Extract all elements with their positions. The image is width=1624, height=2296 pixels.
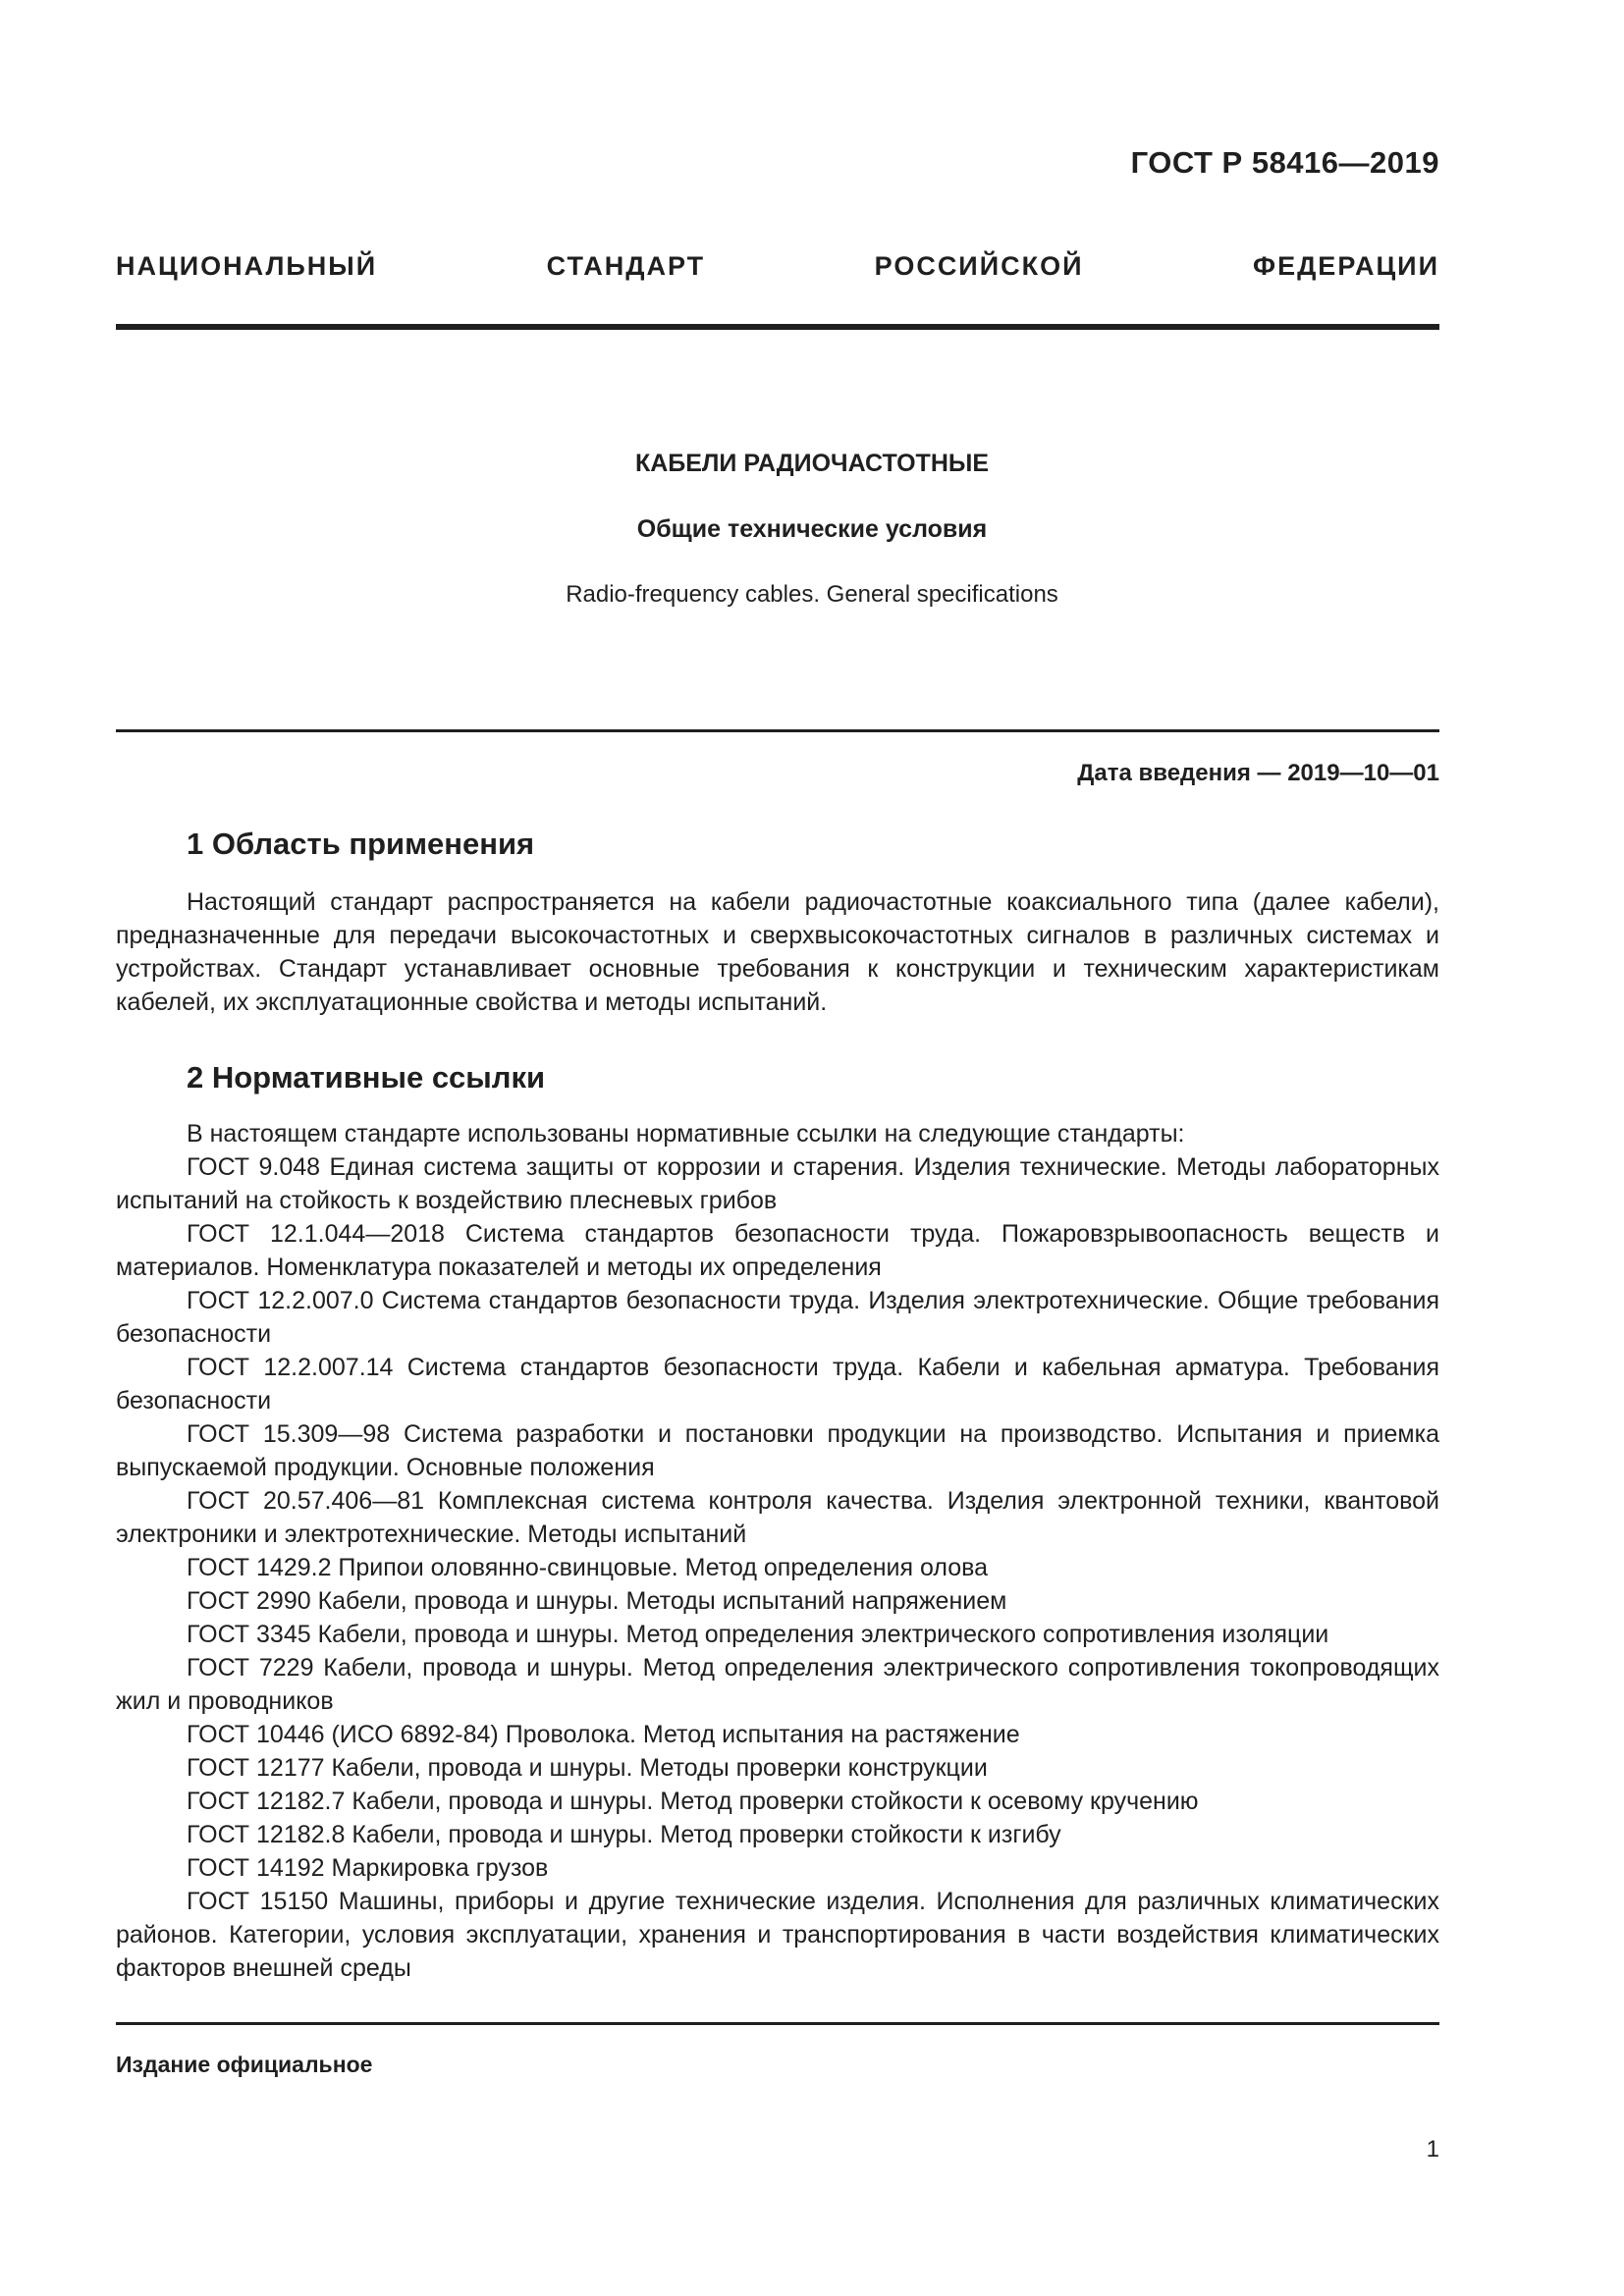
section-scope: [116, 827, 1439, 1019]
document-subtitle: Общие технические условия: [636, 515, 988, 543]
reference-item: ГОСТ 9.048 Единая система защиты от коррозии и старения. Изделия технические. Методы лабораторных испытаний на стойкость к воздействию плесневых грибов: [116, 1153, 1439, 1214]
reference-item: ГОСТ 7229 Кабели, провода и шнуры. Метод определения электрического сопротивления токопроводящих жил и проводников: [116, 1654, 1439, 1715]
reference-item: ГОСТ 14192 Маркировка грузов: [187, 1854, 549, 1882]
introduction-date: Дата введения — 2019—10—01: [1077, 760, 1439, 786]
document-english-title: Radio-frequency cables. General specifications: [566, 581, 1058, 608]
reference-item: ГОСТ 15150 Машины, приборы и другие технические изделия. Исполнения для различных климатических районов. Категории, условия эксплуатации, хранения и транспортирования в части воздействия климатических факторов внешней среды: [116, 1888, 1439, 1982]
reference-item: ГОСТ 2990 Кабели, провода и шнуры. Методы испытаний напряжением: [187, 1587, 1007, 1615]
reference-item: ГОСТ 12.2.007.0 Система стандартов безопасности труда. Изделия электротехнические. Общие требования безопасности: [116, 1287, 1439, 1348]
reference-item: ГОСТ 1429.2 Припои оловянно-свинцовые. Метод определения олова: [187, 1554, 989, 1581]
section-heading: 1 Область применения: [187, 827, 535, 861]
footer-rule: [116, 2022, 1439, 2025]
reference-item: ГОСТ 10446 (ИСО 6892-84) Проволока. Метод испытания на растяжение: [187, 1721, 1020, 1748]
standard-id: ГОСТ Р 58416—2019: [1130, 145, 1439, 180]
reference-item: ГОСТ 12182.8 Кабели, провода и шнуры. Метод проверки стойкости к изгибу: [187, 1821, 1061, 1848]
section-normative-references: [116, 1060, 1439, 1985]
reference-item: ГОСТ 3345 Кабели, провода и шнуры. Метод определения электрического сопротивления изоляции: [187, 1621, 1329, 1648]
national-standard-title: НАЦИОНАЛЬНЫЙ СТАНДАРТ РОССИЙСКОЙ ФЕДЕРАЦИИ: [116, 251, 1439, 281]
reference-item: ГОСТ 12182.7 Кабели, провода и шнуры. Метод проверки стойкости к осевому кручению: [187, 1788, 1199, 1815]
paragraph: Настоящий стандарт распространяется на кабели радиочастотные коаксиального типа (далее кабели), предназначенные для передачи высокочастотных и сверхвысокочастотных сигналов в различных системах и устройствах. Стандарт устанавливает основные требования к конструкции и техническим характеристикам кабелей, их эксплуатационные свойства и методы испытаний.: [116, 888, 1439, 1016]
header-rule: [116, 324, 1439, 330]
reference-item: ГОСТ 15.309—98 Система разработки и постановки продукции на производство. Испытания и приемка выпускаемой продукции. Основные положения: [116, 1420, 1439, 1481]
reference-item: ГОСТ 12.1.044—2018 Система стандартов безопасности труда. Пожаровзрывоопасность веществ и материалов. Номенклатура показателей и методы их определения: [116, 1220, 1439, 1281]
reference-item: ГОСТ 12.2.007.14 Система стандартов безопасности труда. Кабели и кабельная арматура. Требования безопасности: [116, 1354, 1439, 1415]
page-number: 1: [1426, 2136, 1439, 2163]
reference-item: ГОСТ 20.57.406—81 Комплексная система контроля качества. Изделия электронной техники, квантовой электроники и электротехнические. Методы испытаний: [116, 1487, 1439, 1548]
document-title: КАБЕЛИ РАДИОЧАСТОТНЫЕ: [634, 450, 990, 477]
reference-item: ГОСТ 12177 Кабели, провода и шнуры. Методы проверки конструкции: [187, 1754, 988, 1782]
section-heading: 2 Нормативные ссылки: [187, 1060, 546, 1095]
title-rule: [116, 729, 1439, 732]
edition-note: Издание официальное: [116, 2052, 373, 2077]
paragraph: В настоящем стандарте использованы нормативные ссылки на следующие стандарты:: [187, 1120, 1185, 1148]
